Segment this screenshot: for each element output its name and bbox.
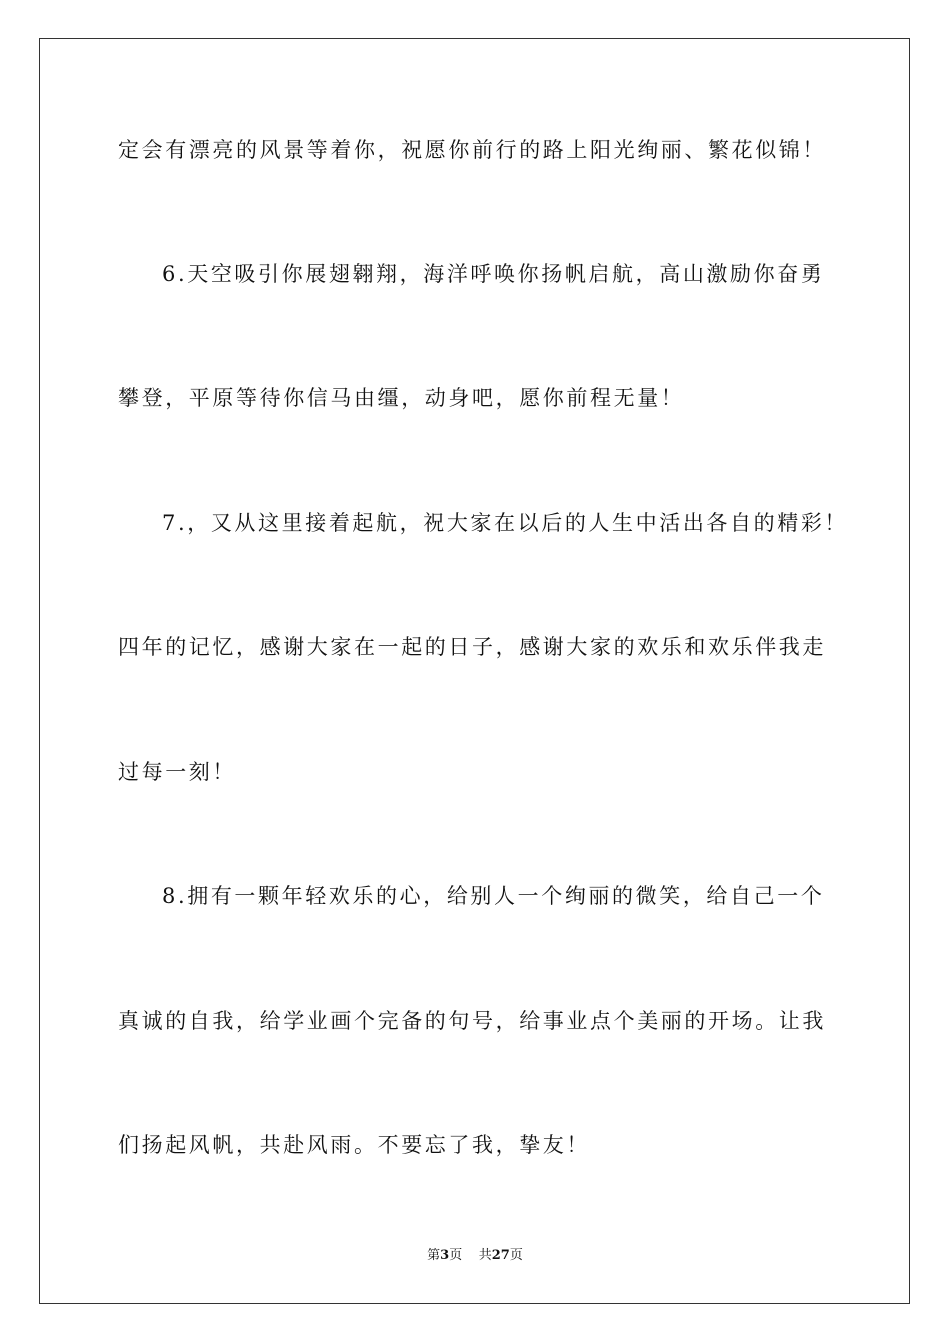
paragraph-line: 过每一刻！ — [118, 760, 236, 784]
current-page-number: 3 — [440, 1248, 450, 1263]
footer-prefix: 第 — [427, 1248, 441, 1263]
paragraph-line: 攀登，平原等待你信马由缰，动身吧，愿你前程无量！ — [118, 386, 685, 410]
paragraph-line: 真诚的自我，给学业画个完备的句号，给事业点个美丽的开场。让我 — [118, 1009, 826, 1033]
total-page-count: 27 — [491, 1248, 510, 1263]
footer-total-prefix: 共 — [478, 1248, 492, 1263]
paragraph-line: 6.天空吸引你展翅翱翔，海洋呼唤你扬帆启航，高山激励你奋勇 — [162, 262, 825, 286]
footer-page-suffix: 页 — [449, 1248, 463, 1263]
paragraph-line: 四年的记忆，感谢大家在一起的日子，感谢大家的欢乐和欢乐伴我走 — [118, 635, 826, 659]
paragraph-line: 8.拥有一颗年轻欢乐的心，给别人一个绚丽的微笑，给自己一个 — [162, 884, 825, 908]
paragraph-line: 7.，又从这里接着起航，祝大家在以后的人生中活出各自的精彩！ — [162, 511, 849, 535]
footer-total-suffix: 页 — [509, 1248, 523, 1263]
page-footer — [0, 1247, 950, 1265]
page-border — [39, 38, 910, 1304]
paragraph-line: 们扬起风帆，共赴风雨。不要忘了我，挚友！ — [118, 1133, 590, 1157]
paragraph-line: 定会有漂亮的风景等着你，祝愿你前行的路上阳光绚丽、繁花似锦！ — [118, 138, 826, 162]
